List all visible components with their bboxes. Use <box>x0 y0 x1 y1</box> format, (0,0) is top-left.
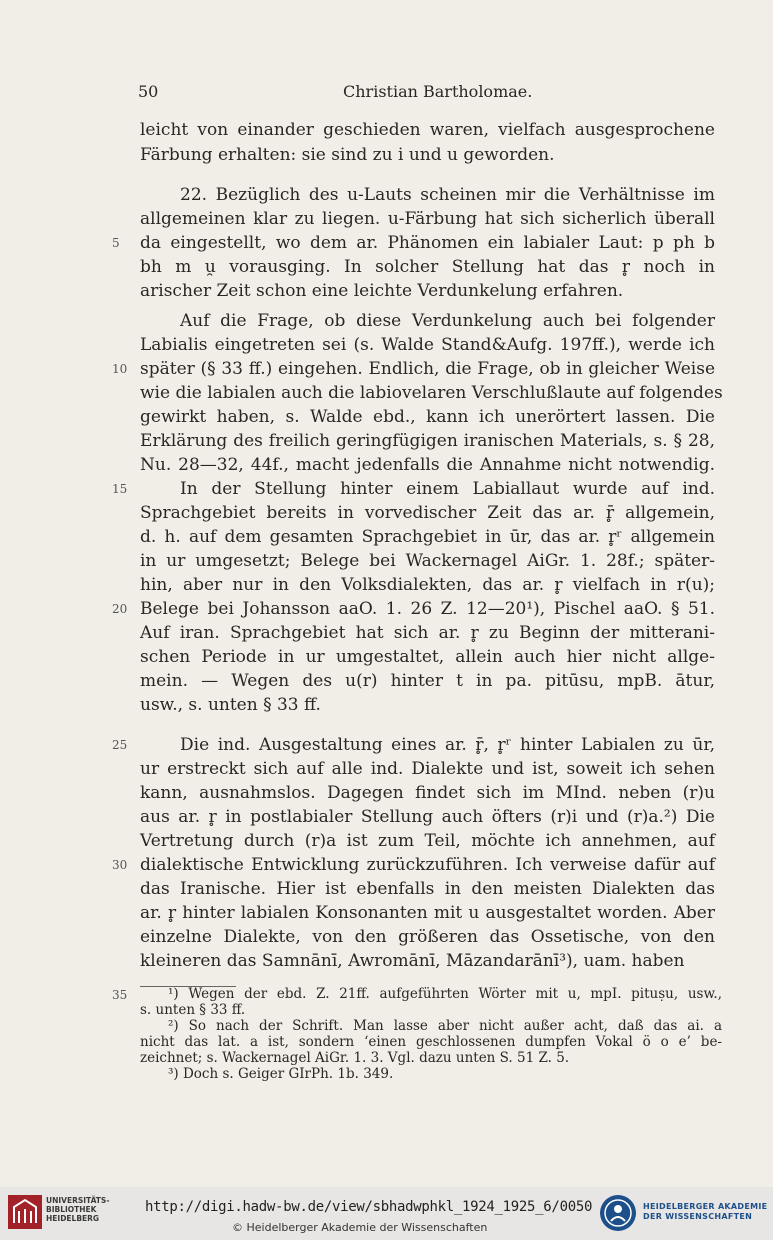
text-line: Auf die Frage, ob diese Verdunkelung auch bei folgender <box>180 311 715 331</box>
text-line: ar. r̥ hinter labialen Konsonanten mit u ausgestaltet worden. Aber <box>140 903 715 923</box>
text-line: In der Stellung hinter einem Labiallaut wurde auf ind. <box>180 479 715 499</box>
text-line: kleineren das Samnānī, Awromānī, Māzandarānī³), uam. haben <box>140 951 685 971</box>
permalink-url[interactable]: http://digi.hadw-bw.de/view/sbhadwphkl_1924_1925_6/0050 <box>145 1199 593 1215</box>
footnote-line: s. unten § 33 ff. <box>140 1002 246 1018</box>
text-line: bh m u̯ vorausging. In solcher Stellung hat das r̥ noch in <box>140 257 715 277</box>
viewer-footer <box>0 1187 773 1240</box>
footnote-line: zeichnet; s. Wackernagel AiGr. 1. 3. Vgl. dazu unten S. 51 Z. 5. <box>140 1050 570 1066</box>
page-number: 50 <box>138 82 159 101</box>
text-line: Erklärung des freilich geringfügigen iranischen Materials, s. § 28, <box>140 431 715 451</box>
footnote-line: nicht das lat. a ist, sondern ‘einen geschlossenen dumpfen Vokal ö o e’ be- <box>140 1034 722 1050</box>
text-line: d. h. auf dem gesamten Sprachgebiet in ūr, das ar. r̥ʳ allgemein <box>140 527 715 547</box>
text-line: Belege bei Johansson aaO. 1. 26 Z. 12—20¹), Pischel aaO. § 51. <box>140 599 715 619</box>
text-line: arischer Zeit schon eine leichte Verdunkelung erfahren. <box>140 281 624 301</box>
text-line: Die ind. Ausgestaltung eines ar. r̥̄, r̥ʳ hinter Labialen zu ūr, <box>180 735 715 755</box>
text-line: dialektische Entwicklung zurückzuführen. Ich verweise dafür auf <box>140 855 715 875</box>
text-line: Auf iran. Sprachgebiet hat sich ar. r̥ zu Beginn der mitterani- <box>140 623 715 643</box>
text-line: wie die labialen auch die labiovelaren Verschlußlaute auf folgendes <box>140 383 723 403</box>
text-line: da eingestellt, wo dem ar. Phänomen ein labialer Laut: p ph b <box>140 233 715 253</box>
text-line: leicht von einander geschieden waren, vielfach ausgesprochene <box>140 120 715 140</box>
text-line: mein. — Wegen des u(r) hinter t in pa. pitūsu, mpB. ātur, <box>140 671 715 691</box>
text-line: schen Periode in ur umgestaltet, allein auch hier nicht allge- <box>140 647 715 667</box>
text-line: gewirkt haben, s. Walde ebd., kann ich unerörtert lassen. Die <box>140 407 715 427</box>
text-line: Sprachgebiet bereits in vorvedischer Zeit das ar. r̥̄ allgemein, <box>140 503 715 523</box>
text-line: einzelne Dialekte, von den größeren das Ossetische, von den <box>140 927 715 947</box>
academy-seal-icon <box>598 1193 638 1233</box>
running-title: Christian Bartholomae. <box>343 82 533 101</box>
line-number: 35 <box>112 988 128 1002</box>
line-number: 25 <box>112 738 128 752</box>
university-library-logo-icon <box>8 1195 42 1229</box>
line-number: 30 <box>112 858 128 872</box>
text-line: ur erstreckt sich auf alle ind. Dialekte und ist, soweit ich sehen <box>140 759 715 779</box>
footnote-line: ²) So nach der Schrift. Man lasse aber nicht außer acht, daß das ai. a <box>168 1018 722 1034</box>
page-header <box>0 82 773 106</box>
text-line: kann, ausnahmslos. Dagegen findet sich im MInd. neben (r)u <box>140 783 715 803</box>
text-line: Vertretung durch (r)a ist zum Teil, möchte ich annehmen, auf <box>140 831 715 851</box>
text-line: 22. Bezüglich des u-Lauts scheinen mir die Verhältnisse im <box>180 185 715 205</box>
text-line: aus ar. r̥ in postlabialer Stellung auch öfters (r)i und (r)a.²) Die <box>140 807 715 827</box>
footnote-line: ¹) Wegen der ebd. Z. 21ff. aufgeführten Wörter mit u, mpI. pituṣu, usw., <box>168 986 722 1002</box>
university-library-name: UNIVERSITÄTS- BIBLIOTHEK HEIDELBERG <box>46 1196 110 1223</box>
text-line: in ur umgesetzt; Belege bei Wackernagel AiGr. 1. 28f.; später- <box>140 551 715 571</box>
text-line: das Iranische. Hier ist ebenfalls in den meisten Dialekten das <box>140 879 715 899</box>
line-number: 20 <box>112 602 128 616</box>
text-line: Färbung erhalten: sie sind zu i und u geworden. <box>140 145 555 165</box>
text-line: usw., s. unten § 33 ff. <box>140 695 321 715</box>
copyright-notice: © Heidelberger Akademie der Wissenschaften <box>232 1221 488 1234</box>
text-line: allgemeinen klar zu liegen. u-Färbung hat sich sicherlich überall <box>140 209 715 229</box>
text-line: hin, aber nur in den Volksdialekten, das ar. r̥ vielfach in r(u); <box>140 575 715 595</box>
line-number: 10 <box>112 362 128 376</box>
line-number: 15 <box>112 482 128 496</box>
line-number: 5 <box>112 236 120 250</box>
text-line: später (§ 33 ff.) eingehen. Endlich, die Frage, ob in gleicher Weise <box>140 359 715 379</box>
text-line: Labialis eingetreten sei (s. Walde Stand&Aufg. 197ff.), werde ich <box>140 335 715 355</box>
text-line: Nu. 28—32, 44f., macht jedenfalls die Annahme nicht notwendig. <box>140 455 715 475</box>
academy-name: HEIDELBERGER AKADEMIE DER WISSENSCHAFTEN <box>643 1202 768 1221</box>
footnote-line: ³) Doch s. Geiger GIrPh. 1b. 349. <box>168 1066 394 1082</box>
